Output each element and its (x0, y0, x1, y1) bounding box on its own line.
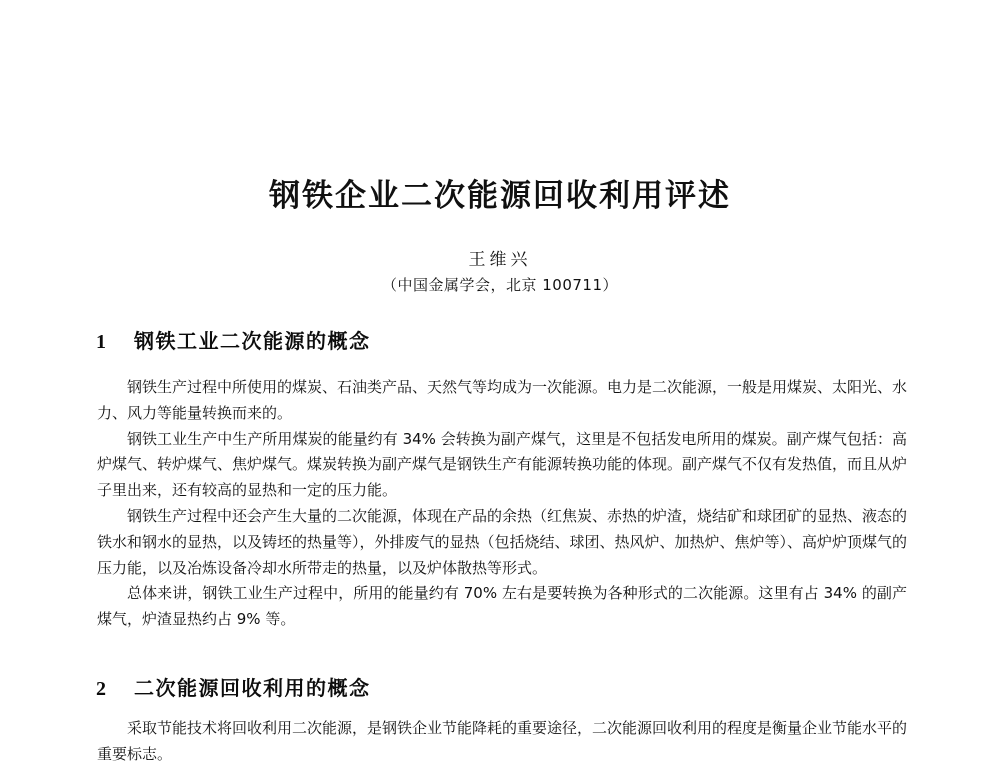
section-title: 二次能源回收利用的概念 (134, 676, 371, 700)
section-heading-2 (96, 672, 371, 701)
paragraph: 采取节能技术将回收利用二次能源，是钢铁企业节能降耗的重要途径，二次能源回收利用的程度是衡量企业节能水平的重要标志。 (97, 719, 908, 763)
paragraph: 钢铁生产过程中还会产生大量的二次能源，体现在产品的余热（红焦炭、赤热的炉渣，烧结矿和球团矿的显热、液态的铁水和钢水的显热，以及铸坯的热量等），外排废气的显热（包括烧结、球团、热风炉、加热炉、焦炉等）、高炉炉顶煤气的压力能，以及冶炼设备冷却水所带走的热量，以及炉体散热等形式。 (97, 506, 908, 577)
article-author: 王维兴 (468, 250, 532, 270)
section-2-body (97, 716, 908, 763)
section-title: 钢铁工业二次能源的概念 (134, 329, 371, 353)
paragraph: 总体来讲，钢铁工业生产过程中，所用的能量约有 70% 左右是要转换为各种形式的二次能源。这里有占 34% 的副产煤气，炉渣显热约占 9% 等。 (97, 584, 907, 629)
section-heading-1 (96, 325, 371, 354)
section-number: 1 (96, 331, 106, 353)
section-number: 2 (96, 678, 106, 700)
article-affiliation: （中国金属学会，北京 100711） (381, 276, 619, 294)
section-1-body (97, 375, 907, 633)
paragraph: 钢铁生产过程中所使用的煤炭、石油类产品、天然气等均成为一次能源。电力是二次能源，一般是用煤炭、太阳光、水力、风力等能量转换而来的。 (97, 378, 908, 422)
paragraph: 钢铁工业生产中生产所用煤炭的能量约有 34% 会转换为副产煤气，这里是不包括发电所用的煤炭。副产煤气包括：高炉煤气、转炉煤气、焦炉煤气。煤炭转换为副产煤气是钢铁生产有能源转换功能的体现。副产煤气不仅有发热值，而且从炉子里出来，还有较高的显热和一定的压力能。 (97, 429, 908, 500)
article-title: 钢铁企业二次能源回收利用评述 (269, 178, 731, 214)
